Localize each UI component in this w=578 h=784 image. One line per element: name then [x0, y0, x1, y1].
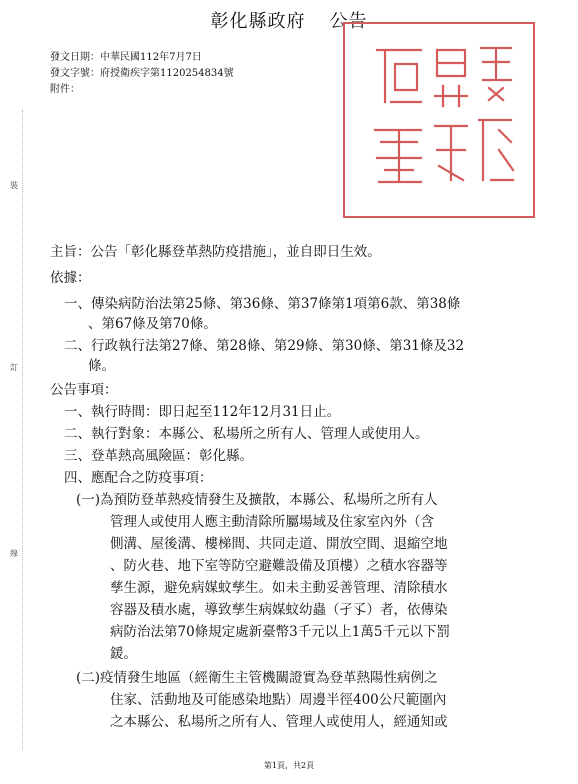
- official-seal: [343, 22, 535, 218]
- measure-1-line-6: 容器及積水處，導致孳生病媒蚊幼蟲（孑孓）者，依傳染: [110, 602, 448, 618]
- basis-item-2-line-2: 條。: [88, 358, 115, 374]
- document-type: 公告: [329, 11, 368, 32]
- issue-date: 發文日期：中華民國112年7月7日: [50, 52, 202, 63]
- document-number: 發文字號：府授衛疾字第1120254834號: [50, 68, 234, 79]
- measure-1-line-2: 管理人或使用人應主動清除所屬場域及住家室內外（含: [110, 514, 434, 530]
- attachment-label: 附件：: [50, 84, 80, 95]
- notice-item-3: 三、登革熱高風險區：彰化縣。: [64, 448, 253, 464]
- basis-item-1-line-2: 、第67條及第70條。: [88, 316, 217, 332]
- binding-mark-3: 線: [10, 549, 18, 558]
- basis-item-2-line-1: 二、行政執行法第27條、第28條、第29條、第30條、第31條及32: [64, 338, 465, 354]
- basis-item-1-line-1: 一、傳染病防治法第25條、第36條、第37條第1項第6款、第38條: [64, 296, 461, 312]
- seal-glyphs: [351, 30, 527, 210]
- measure-1-line-5: 孳生源，避免病媒蚊孳生。如未主動妥善管理、清除積水: [110, 580, 448, 596]
- notice-item-4: 四、應配合之防疫事項：: [64, 470, 213, 486]
- basis-heading: 依據：: [50, 270, 91, 286]
- measure-1-line-3: 側溝、屋後溝、樓梯間、共同走道、開放空間、退縮空地: [110, 536, 448, 552]
- measure-2-line-2: 住家、活動地及可能感染地點）周邊半徑400公尺範圍內: [110, 692, 447, 708]
- notice-heading: 公告事項：: [50, 382, 118, 398]
- measure-1-line-1: (一)為預防登革熱疫情發生及擴散，本縣公、私場所之所有人: [76, 492, 438, 508]
- notice-item-1: 一、執行時間：即日起至112年12月31日止。: [64, 404, 341, 420]
- measure-2-line-3: 之本縣公、私場所之所有人、管理人或使用人，經通知或: [110, 714, 448, 730]
- measure-2-line-1: (二)疫情發生地區（經衛生主管機關證實為登革熱陽性病例之: [76, 670, 438, 686]
- binding-mark-2: 訂: [10, 363, 18, 372]
- subject-line: 主旨：公告「彰化縣登革熱防疫措施」，並自即日生效。: [50, 244, 381, 260]
- page-number: 第1頁，共2頁: [263, 761, 315, 770]
- notice-item-2: 二、執行對象：本縣公、私場所之所有人、管理人或使用人。: [64, 426, 429, 442]
- binding-line: [22, 110, 23, 750]
- agency-name: 彰化縣政府: [210, 11, 306, 32]
- measure-1-line-4: 、防火巷、地下室等防空避難設備及頂樓）之積水容器等: [110, 558, 448, 574]
- binding-mark-1: 裝: [10, 181, 18, 190]
- measure-1-line-7: 病防治法第70條規定處新臺幣3千元以上1萬5千元以下罰: [110, 624, 450, 640]
- measure-1-line-8: 鍰。: [110, 646, 137, 662]
